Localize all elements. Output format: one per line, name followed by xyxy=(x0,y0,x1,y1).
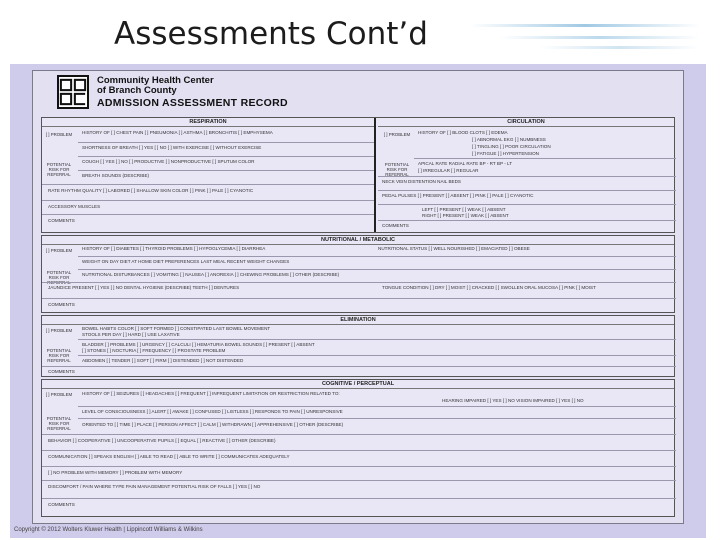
row-divider xyxy=(42,282,676,283)
form-field: SHORTNESS OF BREATH [ ] YES [ ] NO [ ] WITH EXERCISE [ ] WITHOUT EXERCISE xyxy=(82,145,262,150)
section-elimination xyxy=(41,315,675,377)
form-field: NUTRITIONAL DISTURBANCES [ ] VOMITING [ ] NAUSEA [ ] ANOREXIA [ ] CHEWING PROBLEMS [ ] OTHER (DESCRIBE) xyxy=(82,272,340,277)
form-field: COMMENTS xyxy=(48,502,75,507)
form-field: NECK VEIN DISTENTION NAIL BEDS xyxy=(382,179,461,184)
form-field: APICAL RATE RADIAL RATE BP - RT BP - LT xyxy=(418,161,513,166)
row-divider xyxy=(42,200,374,201)
cognitive-label: COGNITIVE / PERCEPTUAL xyxy=(42,380,674,389)
section-respiration-circulation xyxy=(41,117,675,233)
form-field: COMMENTS xyxy=(382,223,409,228)
form-field: ABDOMEN [ ] TENDER [ ] SOFT [ ] FIRM [ ] DISTENDED [ ] NOT DISTENDED xyxy=(82,358,244,363)
row-divider xyxy=(378,176,676,177)
section-nutritional-metabolic xyxy=(41,235,675,313)
form-header xyxy=(33,71,683,115)
form-field: COMMENTS xyxy=(48,218,75,223)
elimination-label: ELIMINATION xyxy=(42,316,674,325)
form-field: HISTORY OF [ ] DIABETES [ ] THYROID PROBLEMS [ ] HYPOGLYCEMIA [ ] DIARRHEA xyxy=(82,246,266,251)
referral-label: POTENTIAL RISK FOR REFERRAL xyxy=(46,162,72,177)
row-divider xyxy=(378,190,676,191)
row-divider xyxy=(78,406,676,407)
form-field: ORIENTED TO [ ] TIME [ ] PLACE [ ] PERSON AFFECT [ ] CALM [ ] WITHDRAWN [ ] APPREHENSIVE [ ] OTHER (DESCRIBE) xyxy=(82,422,344,427)
row-divider xyxy=(42,298,676,299)
row-divider xyxy=(42,366,676,367)
form-field: LEVEL OF CONSCIOUSNESS [ ] ALERT [ ] AWAKE [ ] CONFUSED [ ] LISTLESS [ ] RESPONDS TO PAIN [ ] UNRESPONSIVE xyxy=(82,409,343,414)
row-divider xyxy=(42,434,676,435)
form-field: BOWEL HABITS COLOR [ ] SOFT FORMED [ ] CONSTIPATED LAST BOWEL MOVEMENT xyxy=(82,326,271,331)
form-field: [ ] STONES [ ] NOCTURIA [ ] FREQUENCY [ ] PROSTATE PROBLEM xyxy=(82,348,226,353)
form-field: HEARING IMPAIRED [ ] YES [ ] NO VISION IMPAIRED [ ] YES [ ] NO xyxy=(442,398,584,403)
row-divider xyxy=(78,142,374,143)
row-divider xyxy=(378,204,676,205)
form-field: STOOLS PER DAY [ ] HARD [ ] USE LAXATIVE xyxy=(82,332,180,337)
row-divider xyxy=(78,355,676,356)
form-field: HISTORY OF [ ] CHEST PAIN [ ] PNEUMONIA [ ] ASTHMA [ ] BRONCHITIS [ ] EMPHYSEMA xyxy=(82,130,273,135)
row-divider xyxy=(42,466,676,467)
form-field: [ ] IRREGULAR [ ] REGULAR xyxy=(418,168,479,173)
admission-assessment-form xyxy=(32,70,684,524)
form-field: COUGH [ ] YES [ ] NO [ ] PRODUCTIVE [ ] NONPRODUCTIVE [ ] SPUTUM COLOR xyxy=(82,159,255,164)
form-field: COMMENTS xyxy=(48,369,75,374)
problem-label: [ ] PROBLEM xyxy=(45,248,73,253)
form-field: DISCOMFORT / PAIN WHERE TYPE PAIN MANAGEMENT POTENTIAL RISK OF FALLS [ ] YES [ ] NO xyxy=(48,484,261,489)
form-field: TONGUE CONDITION [ ] DRY [ ] MOIST [ ] CRACKED [ ] SWOLLEN ORAL MUCOSA [ ] PINK [ ] MOIST xyxy=(382,285,596,290)
row-divider xyxy=(78,156,374,157)
org-line-2: of Branch County xyxy=(97,85,177,96)
org-line-1: Community Health Center xyxy=(97,75,214,86)
problem-label: [ ] PROBLEM xyxy=(383,132,411,137)
form-field: BREATH SOUNDS (DESCRIBE) xyxy=(82,173,150,178)
row-divider xyxy=(78,269,676,270)
form-image-area xyxy=(10,64,706,538)
referral-label: POTENTIAL RISK FOR REFERRAL xyxy=(46,416,72,431)
form-field: ACCESSORY MUSCLES xyxy=(48,204,101,209)
form-field: [ ] FATIGUE [ ] HYPERTENSION xyxy=(472,151,539,156)
form-field: HISTORY OF [ ] SEIZURES [ ] HEADACHES [ ] FREQUENT [ ] INFREQUENT LIMITATION OR RESTRICTION RELATED TO: xyxy=(82,391,340,396)
row-divider xyxy=(78,339,676,340)
section-divider xyxy=(374,118,376,232)
form-field: WEIGHT ON DAY DIET AT HOME DIET PREFERENCES LAST MEAL RECENT WEIGHT CHANGES xyxy=(82,259,290,264)
form-field: RIGHT [ ] PRESENT [ ] WEAK [ ] ABSENT xyxy=(422,213,509,218)
chc-logo xyxy=(57,75,89,109)
respiration-label: RESPIRATION xyxy=(42,118,374,127)
row-divider xyxy=(78,418,676,419)
referral-label: POTENTIAL RISK FOR REFERRAL xyxy=(46,270,72,285)
form-field: JAUNDICE PRESENT [ ] YES [ ] NO DENTAL HYGIENE (DESCRIBE) TEETH [ ] DENTURES xyxy=(48,285,240,290)
form-field: [ ] ABNORMAL EKG [ ] NUMBNESS xyxy=(472,137,546,142)
problem-label: [ ] PROBLEM xyxy=(45,328,73,333)
form-field: RATE RHYTHM QUALITY [ ] LABORED [ ] SHALLOW SKIN COLOR [ ] PINK [ ] PALE [ ] CYANOTIC xyxy=(48,188,254,193)
row-divider xyxy=(78,256,676,257)
form-field: COMMUNICATION [ ] SPEAKS ENGLISH [ ] ABLE TO READ [ ] ABLE TO WRITE [ ] COMMUNICATES ADEQUATELY xyxy=(48,454,290,459)
row-divider xyxy=(42,498,676,499)
form-field: HISTORY OF [ ] BLOOD CLOTS [ ] EDEMA xyxy=(418,130,508,135)
section-cognitive-perceptual xyxy=(41,379,675,517)
form-field: LEFT [ ] PRESENT [ ] WEAK [ ] ABSENT xyxy=(422,207,506,212)
form-field: [ ] NO PROBLEM WITH MEMORY [ ] PROBLEM WITH MEMORY xyxy=(48,470,183,475)
row-divider xyxy=(42,480,676,481)
copyright-notice: Copyright © 2012 Wolters Kluwer Health | Lippincott Williams & Wilkins xyxy=(14,527,203,533)
form-field: BLADDER [ ] PROBLEMS [ ] URGENCY [ ] CALCULI [ ] HEMATURIA BOWEL SOUNDS [ ] PRESENT [ ] ABSENT xyxy=(82,342,315,347)
row-divider xyxy=(42,184,374,185)
form-field: PEDAL PULSES [ ] PRESENT [ ] ABSENT [ ] PINK [ ] PALE [ ] CYANOTIC xyxy=(382,193,534,198)
row-divider xyxy=(414,158,676,159)
nutritional-label: NUTRITIONAL / METABOLIC xyxy=(42,236,674,245)
form-field: NUTRITIONAL STATUS [ ] WELL NOURISHED [ ] EMACIATED [ ] OBESE xyxy=(378,246,530,251)
form-field: COMMENTS xyxy=(48,302,75,307)
row-divider xyxy=(42,214,374,215)
form-field: [ ] TINGLING [ ] POOR CIRCULATION xyxy=(472,144,551,149)
problem-label: [ ] PROBLEM xyxy=(45,392,73,397)
form-title: ADMISSION ASSESSMENT RECORD xyxy=(97,97,288,109)
slide-title: Assessments Cont’d xyxy=(114,16,428,52)
row-divider xyxy=(78,170,374,171)
row-divider xyxy=(378,220,676,221)
referral-label: POTENTIAL RISK FOR REFERRAL xyxy=(46,348,72,363)
problem-label: [ ] PROBLEM xyxy=(45,132,73,137)
organization-name xyxy=(97,76,357,96)
circulation-label: CIRCULATION xyxy=(378,118,674,127)
form-field: BEHAVIOR [ ] COOPERATIVE [ ] UNCOOPERATIVE PUPILS [ ] EQUAL [ ] REACTIVE [ ] OTHER (DESCRIBE) xyxy=(48,438,276,443)
row-divider xyxy=(42,450,676,451)
referral-label: POTENTIAL RISK FOR REFERRAL xyxy=(384,162,410,177)
